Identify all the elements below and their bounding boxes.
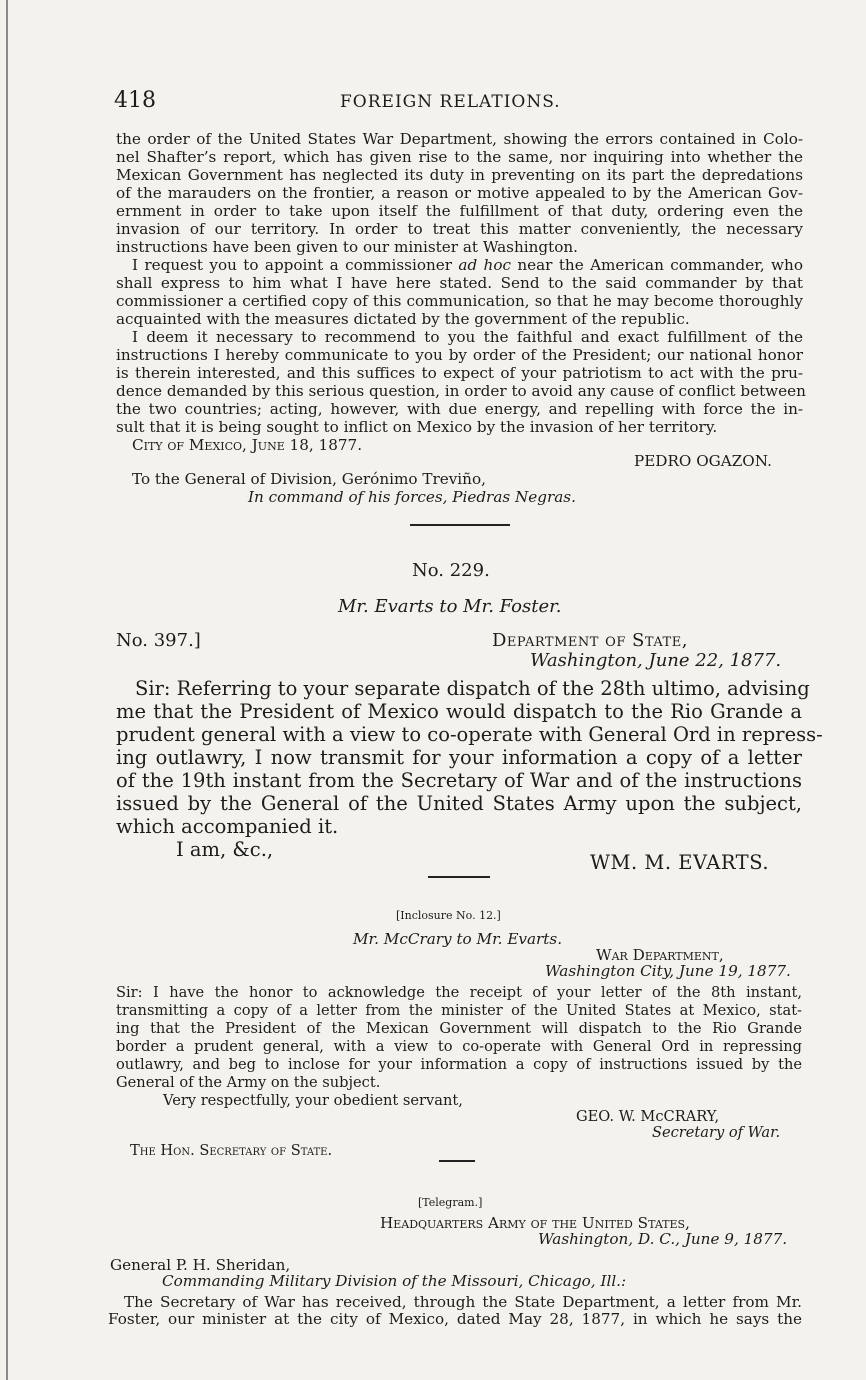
text-line: ernment in order to take upon itself the fulfillment of that duty, ordering even the [116,202,803,220]
text-line: commissioner a certified copy of this communication, so that he may become thoroughly [116,292,803,310]
text-line: I deem it necessary to recommend to you the faithful and exact fulfillment of the [132,328,803,346]
inclosure-closing: Very respectfully, your obedient servant, [163,1092,463,1109]
text-line: shall express to him what I have here stated. Send to the said commander by that [116,274,803,292]
doc229-signature: WM. M. EVARTS. [590,851,770,874]
text-line: Mexican Government has neglected its duty in preventing on its part the depredations [116,166,803,184]
text-line: ing that the President of the Mexican Government will dispatch to the Rio Grande [116,1020,802,1037]
text-line: me that the President of Mexico would dispatch to the Rio Grande a [116,700,802,723]
page-number: 418 [114,88,156,113]
letter1-addressee: To the General of Division, Gerónimo Treviño, [132,470,486,488]
text-line: ing outlawry, I now transmit for your information a copy of a letter [116,746,802,769]
page-edge [6,0,8,1380]
text-line: instructions I hereby communicate to you by order of the President; our national honor [116,346,803,364]
doc-department: Department of State, [492,630,688,651]
text-line: dence demanded by this serious question, in order to avoid any cause of conflict between [116,382,806,400]
inclosure-title: Mr. McCrary to Mr. Evarts. [353,930,563,948]
telegram-headquarters: Headquarters Army of the United States, [380,1214,690,1232]
telegram-addressee: General P. H. Sheridan, [110,1256,291,1274]
text-line: General of the Army on the subject. [116,1074,381,1091]
telegram-label: [Telegram.] [418,1196,483,1209]
text-line: is therein interested, and this suffices to expect of your patriotism to act with the pru- [116,364,803,382]
text-line: acquainted with the measures dictated by the government of the republic. [116,310,690,328]
text-line: of the marauders on the frontier, a reason or motive appealed to by the American Gov- [116,184,803,202]
text-line: instructions have been given to our minister at Washington. [116,238,578,256]
letter1-addressee-sub: In command of his forces, Piedras Negras. [248,488,576,506]
text-line: issued by the General of the United States Army upon the subject, [116,792,802,815]
inclosure-label: [Inclosure No. 12.] [396,909,501,922]
doc229-closing: I am, &c., [176,838,274,861]
text-line: the two countries; acting, however, with due energy, and repelling with force the in- [116,400,803,418]
text-line: which accompanied it. [116,815,339,838]
section-divider [410,524,510,526]
running-title: FOREIGN RELATIONS. [340,92,561,112]
letter1-place-date: City of Mexico, June 18, 1877. [132,436,363,454]
text-line: nel Shafter’s report, which has given rise to the same, nor inquiring into whether the [116,148,803,166]
doc-place-date: Washington, June 22, 1877. [530,650,782,671]
text-line: Sir: Referring to your separate dispatch of the 28th ultimo, advising [135,677,810,700]
text-line: invasion of our territory. In order to treat this matter conveniently, the necessary [116,220,803,238]
text-line: border a prudent general, with a view to co-operate with General Ord in repressing [116,1038,802,1055]
telegram-addressee-sub: Commanding Military Division of the Missouri, Chicago, Ill.: [162,1272,627,1290]
text-line: of the 19th instant from the Secretary of War and of the instructions [116,769,802,792]
text-line: transmitting a copy of a letter from the minister of the United States at Mexico, stat- [116,1002,802,1019]
letter1-signature: PEDRO OGAZON. [634,452,772,470]
inclosure-addressee: The Hon. Secretary of State. [130,1142,333,1159]
text-line: prudent general with a view to co-operate with General Ord in repress- [116,723,823,746]
text-line: I request you to appoint a commissioner ad hoc near the American commander, who [132,256,803,274]
doc-title: Mr. Evarts to Mr. Foster. [338,596,562,617]
text-line: The Secretary of War has received, through the State Department, a letter from Mr. [124,1293,802,1311]
inclosure-department: War Department, [596,946,724,964]
inclosure-signature: GEO. W. McCRARY, [576,1108,720,1125]
doc-reference: No. 397.] [116,630,201,651]
telegram-place-date: Washington, D. C., June 9, 1877. [538,1230,788,1248]
text-line: the order of the United States War Department, showing the errors contained in Colo- [116,130,803,148]
text-line: Foster, our minister at the city of Mexico, dated May 28, 1877, in which he says the [108,1310,802,1328]
section-divider [439,1160,475,1162]
section-divider [428,876,490,878]
inclosure-signature-title: Secretary of War. [652,1124,781,1141]
inclosure-place-date: Washington City, June 19, 1877. [545,962,791,980]
doc-number: No. 229. [412,560,490,581]
text-line: sult that it is being sought to inflict on Mexico by the invasion of her territory. [116,418,718,436]
text-line: outlawry, and beg to inclose for your information a copy of instructions issued by the [116,1056,802,1073]
text-line: Sir: I have the honor to acknowledge the receipt of your letter of the 8th instant, [116,984,802,1001]
